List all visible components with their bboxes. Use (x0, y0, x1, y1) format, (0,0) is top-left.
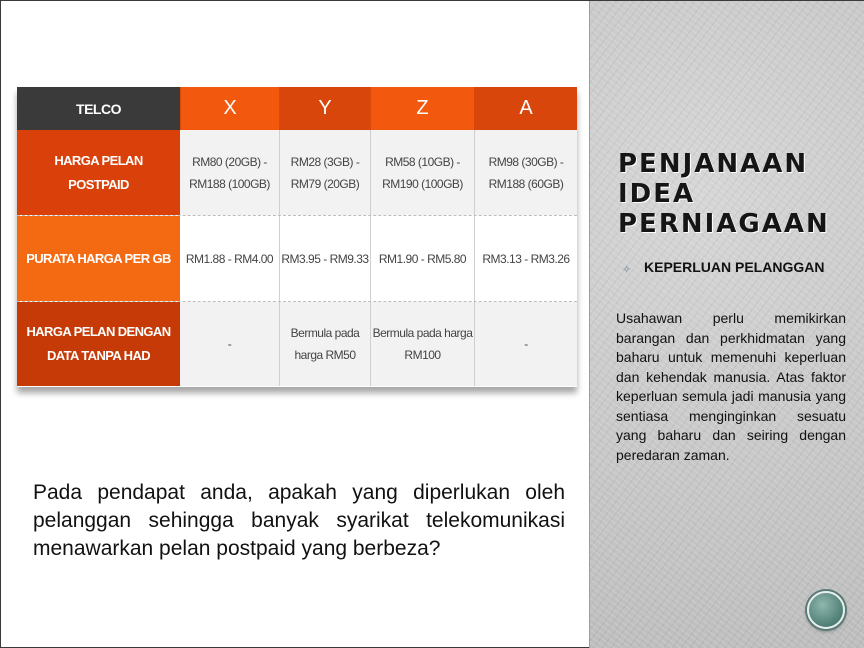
table-cell (279, 216, 370, 301)
cell-value: RM1.90 - RM5.80 (378, 251, 467, 266)
header-telco-label: TELCO (17, 87, 180, 130)
header-col-y: Y (279, 87, 370, 130)
table-cell (180, 216, 279, 301)
table-cell (474, 130, 577, 215)
row-label-text: HARGA PELAN DENGAN DATA TANPA HAD (26, 324, 171, 363)
row-label (17, 302, 180, 386)
cell-value: Bermula pada harga RM100 (372, 326, 473, 362)
row-label-text: HARGA PELAN POSTPAID (54, 152, 143, 192)
table-cell (180, 130, 279, 215)
table-cell (370, 216, 474, 301)
table-row (17, 216, 577, 302)
discussion-question: Pada pendapat anda, apakah yang diperlukan oleh pelanggan sehingga banyak syarikat telekomunikasi menawarkan pelan postpaid yang berbeza? (33, 481, 565, 560)
row-label (17, 216, 180, 301)
cell-value: RM58 (10GB) - RM190 (100GB) (382, 154, 463, 191)
table-cell (370, 130, 474, 215)
table-header-row (17, 87, 577, 130)
row-label (17, 130, 180, 215)
cell-value: - (227, 337, 232, 351)
header-col-z: Z (370, 87, 474, 130)
panel-title: PENJANAAN IDEA PERNIAGAAN (618, 149, 830, 239)
table-row (17, 302, 577, 386)
cell-value: Bermula pada harga RM50 (290, 326, 360, 362)
table-cell (180, 302, 279, 386)
table-cell (370, 302, 474, 386)
bullet-icon: ✧ (622, 264, 632, 276)
table-cell (279, 302, 370, 386)
header-col-a: A (474, 87, 577, 130)
side-panel (589, 1, 864, 648)
header-col-x: X (180, 87, 279, 130)
table-cell (474, 302, 577, 386)
cell-value: - (524, 337, 528, 351)
telco-comparison-table (17, 87, 577, 387)
cell-value: RM28 (3GB) - RM79 (20GB) (290, 154, 360, 191)
cell-value: RM3.13 - RM3.26 (482, 251, 570, 266)
table-cell (279, 130, 370, 215)
table-row (17, 130, 577, 216)
panel-body-text: Usahawan perlu memikirkan barangan dan perkhidmatan yang baharu untuk memenuhi keperluan dan kehendak manusia. Atas faktor keperluan semula jadi manusia yang sentiasa menginginkan sesuatu yang baharu dan seiring dengan peredaran zaman. (616, 310, 846, 463)
panel-subheading: KEPERLUAN PELANGGAN (644, 259, 825, 275)
cell-value: RM98 (30GB) - RM188 (60GB) (488, 154, 564, 191)
row-label-text: PURATA HARGA PER GB (26, 250, 171, 266)
next-slide-button[interactable] (807, 591, 845, 629)
cell-value: RM80 (20GB) - RM188 (100GB) (189, 154, 270, 191)
table-cell (474, 216, 577, 301)
cell-value: RM3.95 - RM9.33 (281, 251, 369, 266)
cell-value: RM1.88 - RM4.00 (185, 251, 274, 266)
